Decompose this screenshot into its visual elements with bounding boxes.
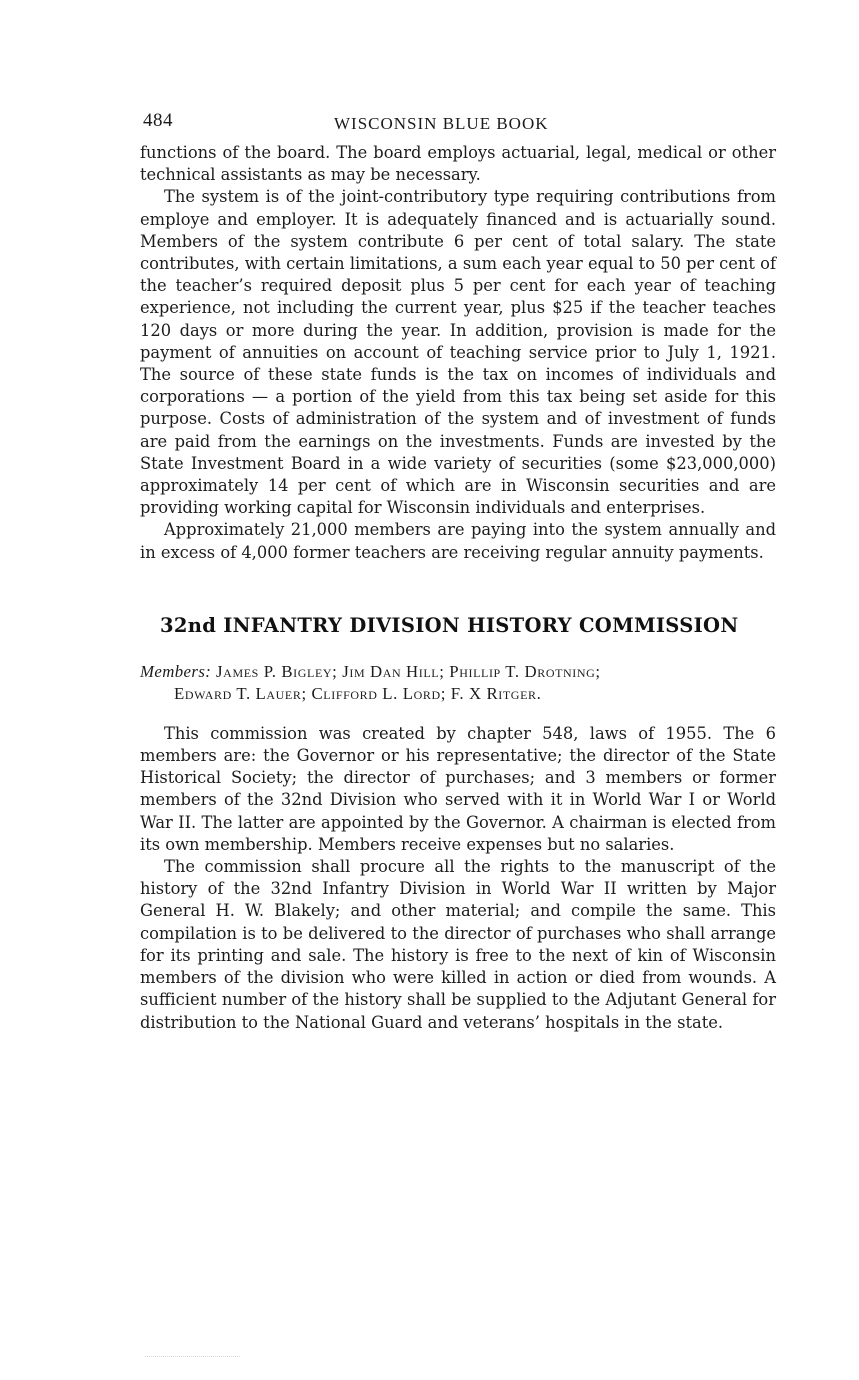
paragraph-commission-creation: This commission was created by chapter 548, laws of 1955. The 6 members are: the Governor or his representative; the director of the State Historical Society; the director of purchases; and 3 members or former members of the 32nd Division who served with it in World War I or World War II. The latter are appointed by the Governor. A chairman is elected from its own membership. Members receive expenses but no salaries. [140,723,776,854]
section-body [140,723,776,1034]
running-head [140,110,776,142]
paragraph-membership-count: Approximately 21,000 members are paying into the system annually and in excess of 4,000 former teachers are receiving regular annuity payments. [140,520,776,562]
members-line-1 [140,661,776,683]
paragraph-board-functions: functions of the board. The board employs actuarial, legal, medical or other technical assistants as may be necessary. [140,143,776,185]
section-heading: 32nd INFANTRY DIVISION HISTORY COMMISSION [160,613,739,637]
page-number: 484 [143,110,173,131]
paragraph-commission-duties: The commission shall procure all the rights to the manuscript of the history of the 32nd Infantry Division in World War II written by Major General H. W. Blakely; and other material; and compile the same. This compilation is to be delivered to the director of purchases who shall arrange for its printing and sale. The history is free to the next of kin of Wisconsin members of the division who were killed in action or died from wounds. A sufficient number of the history shall be supplied to the Adjutant General for distribution to the National Guard and veterans’ hospitals in the state. [140,857,776,1032]
running-title: WISCONSIN BLUE BOOK [334,114,549,133]
page [140,110,776,1034]
paragraph-system-contributions: The system is of the joint-contributory type requiring contributions from employe and employer. It is adequately financed and is actuarially sound. Members of the system contribute 6 per cent of total salary. The state contributes, with certain limitations, a sum each year equal to 50 per cent of the teacher’s required deposit plus 5 per cent for each year of teaching experience, not including the current year, plus $25 if the teacher teaches 120 days or more during the year. In addition, provision is made for the payment of annuities on account of teaching service prior to July 1, 1921. The source of these state funds is the tax on incomes of individuals and corporations — a portion of the yield from this tax being set aside for this purpose. Costs of administration of the system and of investment of funds are paid from the earnings on the investments. Funds are invested by the State Investment Board in a wide variety of securities (some $23,000,000) approximately 14 per cent of which are in Wisconsin securities and are providing working capital for Wisconsin individuals and enterprises. [140,187,776,518]
scan-mark [145,1356,240,1358]
members-list [140,661,776,705]
members-names-2: Edward T. Lauer; Clifford L. Lord; F. X Ritger. [174,683,542,703]
members-label: Members: [140,661,212,681]
members-names-1: James P. Bigley; Jim Dan Hill; Phillip T. Drotning; [216,661,601,681]
